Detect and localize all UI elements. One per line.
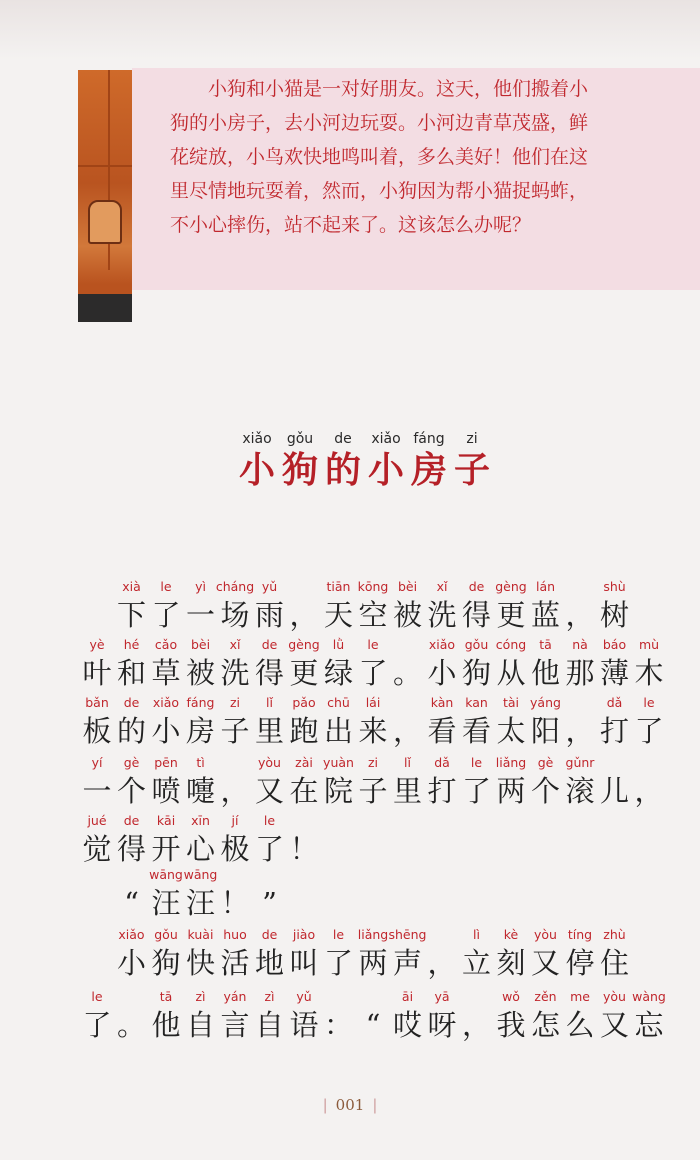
hanzi: 嚏 [185,774,215,808]
pinyin: wāng [183,867,218,882]
hanzi: 得 [461,598,491,632]
hanzi: 刻 [496,946,526,980]
pinyin: yáng [530,695,561,710]
hanzi: 极 [220,832,250,866]
title-hanzi: 小 [238,449,275,491]
title-hanzi: 狗 [281,449,318,491]
pinyin: xiǎo [428,637,456,652]
pinyin [274,812,334,830]
pinyin: le [91,989,103,1004]
hanzi: 薄 [599,656,629,690]
hanzi: 了 [461,774,491,808]
pinyin: cháng [215,579,255,594]
hanzi: 活 [220,946,250,980]
hanzi: 天 [323,598,353,632]
text-line [0,988,700,1078]
pinyin: gèng [288,637,320,652]
pinyin: le [470,755,483,770]
hanzi: 小 [151,714,181,748]
pinyin: pǎo [292,695,316,710]
hanzi: 。 [116,1008,146,1042]
title-char [323,428,363,490]
pinyin: gè [123,755,140,770]
pinyin: lán [535,579,556,594]
pinyin: pēn [154,755,178,770]
hanzi: 两 [358,946,388,980]
title-char [237,428,277,490]
hanzi: 蓝 [530,598,560,632]
hanzi: 绿 [323,656,353,690]
pinyin: báo [602,637,627,652]
hanzi: 院 [323,774,353,808]
pinyin: zài [295,755,313,770]
hanzi: ： [323,1008,353,1042]
hanzi: 汪 [185,886,215,920]
title-pinyin: fáng [413,431,445,447]
pinyin: zi [367,755,379,770]
hanzi: 两 [496,774,526,808]
title-hanzi: 的 [324,449,361,491]
hanzi: ， [565,714,595,748]
hanzi: 了 [82,1008,112,1042]
hanzi: 停 [565,946,595,980]
pinyin: kuài [187,927,214,942]
pinyin: xiǎo [152,695,180,710]
pinyin: gèng [495,579,527,594]
pinyin: de [468,579,485,594]
pinyin [619,754,679,772]
intro-line: 花绽放，小鸟欢快地鸣叫着，多么美好！他们在这 [170,146,589,168]
hanzi: 洗 [220,656,250,690]
pinyin [240,866,300,884]
pinyin: xiǎo [118,927,145,942]
hanzi: 了 [254,832,284,866]
hanzi: 了 [634,714,664,748]
hanzi: 开 [151,832,181,866]
pinyin: le [367,637,379,652]
title-pinyin: xiǎo [371,431,401,447]
title-hanzi: 房 [410,449,447,491]
hanzi: ， [427,946,457,980]
pinyin: lǜ [332,637,345,652]
pinyin: zì [195,989,206,1004]
hanzi: 了 [358,656,388,690]
hanzi: 滚 [565,774,595,808]
pinyin: hé [123,637,140,652]
hanzi: 了 [323,946,353,980]
story-title [0,428,700,498]
title-char [366,428,406,490]
pinyin: dǎ [606,695,623,710]
title-hanzi: 小 [367,449,404,491]
hanzi: 他 [151,1008,181,1042]
hanzi: “ [365,1008,381,1042]
hanzi: 那 [565,656,595,690]
pinyin: wǒ [502,989,520,1004]
hanzi: 打 [599,714,629,748]
hanzi: 雨 [254,598,284,632]
pinyin: yòu [534,927,557,942]
title-pinyin: de [334,431,352,447]
hanzi: 狗 [461,656,491,690]
pinyin: tíng [567,927,593,942]
pinyin: huo [223,927,247,942]
hanzi: 被 [392,598,422,632]
pinyin: zi [229,695,241,710]
decorative-illustration-strip [78,70,132,322]
hanzi: ， [289,598,319,632]
pinyin: tài [502,695,520,710]
pinyin: wāng [149,867,183,882]
hanzi [80,884,114,922]
pinyin: yǔ [261,579,278,594]
hanzi: 叶 [82,656,112,690]
hanzi: 更 [496,598,526,632]
pinyin: yā [434,989,450,1004]
hanzi: 我 [496,1008,526,1042]
hanzi: 地 [254,946,284,980]
hanzi: 他 [530,656,560,690]
hanzi: 一 [82,774,112,808]
hanzi: 叫 [289,946,319,980]
pinyin: kan [465,695,488,710]
hanzi: 言 [220,1008,250,1042]
hanzi: 下 [116,598,146,632]
pinyin: nà [572,637,588,652]
hanzi: “ [124,886,139,920]
hanzi: 板 [82,714,112,748]
hanzi: 木 [634,656,664,690]
hanzi [80,596,114,634]
pinyin: xīn [191,813,210,828]
hanzi: 场 [220,598,250,632]
hanzi: 小 [116,946,146,980]
hanzi: 打 [427,774,457,808]
hanzi: ， [565,598,595,632]
hanzi: 住 [599,946,629,980]
hanzi: 个 [530,774,560,808]
hanzi: 快 [185,946,215,980]
intro-paragraph [170,72,630,242]
hanzi: 一 [185,598,215,632]
pinyin: chū [327,695,350,710]
hanzi: 了 [151,598,181,632]
hanzi: 立 [461,946,491,980]
hanzi: 太 [496,714,526,748]
strip-dark-block [78,294,132,322]
pinyin: le [332,927,345,942]
hanzi: 的 [116,714,146,748]
pinyin: zěn [534,989,557,1004]
pinyin: tì [196,755,205,770]
pinyin: de [123,695,140,710]
pinyin: kè [503,927,519,942]
hanzi: 心 [185,832,215,866]
pinyin: gǔnr [565,755,595,770]
hanzi: ， [392,714,422,748]
hanzi: 看 [461,714,491,748]
pinyin: lì [473,927,480,942]
hanzi: 出 [323,714,353,748]
hanzi: 被 [185,656,215,690]
pinyin: xǐ [229,637,241,652]
hanzi: 阳 [530,714,560,748]
title-char [280,428,320,490]
pinyin: jué [87,813,107,828]
title-char [452,428,492,490]
pinyin: lǐ [404,755,411,770]
title-pinyin: zi [466,431,478,447]
hanzi: 洗 [427,598,457,632]
page-number-right-mark: | [372,1096,378,1114]
pinyin: xǐ [436,579,448,594]
page-top-shade [0,0,700,60]
pinyin: gè [537,755,554,770]
pinyin: yòu [603,989,626,1004]
title-pinyin: gǒu [286,431,314,447]
pinyin: shēng [388,927,427,942]
title-char [409,428,449,490]
hanzi: 哎 [392,1008,422,1042]
pinyin: de [261,927,278,942]
hanzi: 来 [358,714,388,748]
hanzi: 个 [116,774,146,808]
hanzi: 在 [289,774,319,808]
hanzi: ， [461,1008,491,1042]
hanzi: 怎 [530,1008,560,1042]
pinyin: liǎng [357,927,389,942]
pinyin: shù [603,579,626,594]
intro-line: 小狗和小猫是一对好朋友。这天，他们搬着小 [170,78,589,100]
pinyin: mù [638,637,660,652]
hanzi: 草 [151,656,181,690]
pinyin: le [263,813,276,828]
hanzi: 喷 [151,774,181,808]
pinyin: yǔ [296,989,312,1004]
pinyin: zhù [603,927,626,942]
pinyin: jiào [292,927,316,942]
intro-line: 不小心摔伤，站不起来了。这该怎么办呢？ [170,214,532,236]
pinyin: bǎn [85,695,109,710]
ruby-char [632,636,666,692]
pinyin: wàng [632,989,666,1004]
strip-line-horizontal [78,165,132,167]
ruby-char [253,866,287,922]
pinyin: le [643,695,655,710]
pinyin: cóng [495,637,527,652]
hanzi: ！ [289,832,319,866]
pinyin: gǒu [464,637,489,652]
pinyin: kāi [156,813,176,828]
pinyin: tiān [326,579,351,594]
window-icon [88,200,122,244]
hanzi: 更 [289,656,319,690]
hanzi: 和 [116,656,146,690]
pinyin: xià [122,579,141,594]
pinyin: liǎng [495,755,527,770]
hanzi [80,944,114,982]
pinyin: de [123,813,140,828]
hanzi: 又 [530,946,560,980]
pinyin: yán [223,989,247,1004]
hanzi: 么 [565,1008,595,1042]
ruby-char [598,926,632,982]
pinyin: tā [159,989,173,1004]
pinyin: gǒu [154,927,178,942]
hanzi: 小 [427,656,457,690]
pinyin: zì [264,989,275,1004]
hanzi: 子 [358,774,388,808]
hanzi: 。 [392,656,422,690]
hanzi: 呀 [427,1008,457,1042]
hanzi: 得 [254,656,284,690]
pinyin: le [160,579,172,594]
hanzi: 又 [254,774,284,808]
hanzi: 声 [392,946,422,980]
pinyin: fáng [186,695,215,710]
pinyin: āi [401,989,414,1004]
hanzi: ！ [220,886,250,920]
hanzi: ， [634,774,664,808]
hanzi: ， [220,774,250,808]
hanzi: 忘 [634,1008,664,1042]
hanzi: 汪 [151,886,181,920]
pinyin: cǎo [154,637,178,652]
pinyin: kàn [430,695,454,710]
intro-line: 狗的小房子，去小河边玩耍。小河边青草茂盛，鲜 [170,112,589,134]
intro-line: 里尽情地玩耍着，然而，小狗因为帮小猫捉蚂蚱， [170,180,589,202]
hanzi: 树 [599,598,629,632]
page-number: 001 [335,1096,365,1114]
pinyin: de [261,637,278,652]
pinyin: yòu [258,755,281,770]
title-ruby-row [0,428,700,498]
pinyin: yí [91,755,103,770]
hanzi: 里 [254,714,284,748]
hanzi: 狗 [151,946,181,980]
pinyin: lái [365,695,381,710]
hanzi: 从 [496,656,526,690]
page-number-footer [0,1096,700,1114]
ruby-char [632,988,666,1044]
hanzi: 儿 [599,774,629,808]
ruby-char [598,578,632,634]
title-hanzi: 子 [453,449,490,491]
pinyin: yè [89,637,105,652]
pinyin: tā [539,637,552,652]
ruby-char [632,694,666,750]
hanzi: 里 [392,774,422,808]
hanzi: 房 [185,714,215,748]
pinyin: me [570,989,590,1004]
hanzi: 看 [427,714,457,748]
pinyin: bèi [397,579,418,594]
hanzi: 得 [116,832,146,866]
hanzi: 觉 [82,832,112,866]
ruby-char [632,754,666,810]
hanzi: ” [262,886,277,920]
pinyin: dǎ [434,755,450,770]
hanzi: 子 [220,714,250,748]
ruby-char [287,812,321,868]
pinyin: kōng [357,579,389,594]
pinyin: yì [195,579,206,594]
pinyin: jí [231,813,239,828]
hanzi: 自 [254,1008,284,1042]
hanzi: 跑 [289,714,319,748]
pinyin: lǐ [266,695,273,710]
pinyin: bèi [190,637,211,652]
page-number-left-mark: | [322,1096,328,1114]
pinyin: yuàn [323,755,354,770]
hanzi: 又 [599,1008,629,1042]
hanzi: 语 [289,1008,319,1042]
hanzi: 空 [358,598,388,632]
hanzi: 自 [185,1008,215,1042]
title-pinyin: xiǎo [242,431,272,447]
